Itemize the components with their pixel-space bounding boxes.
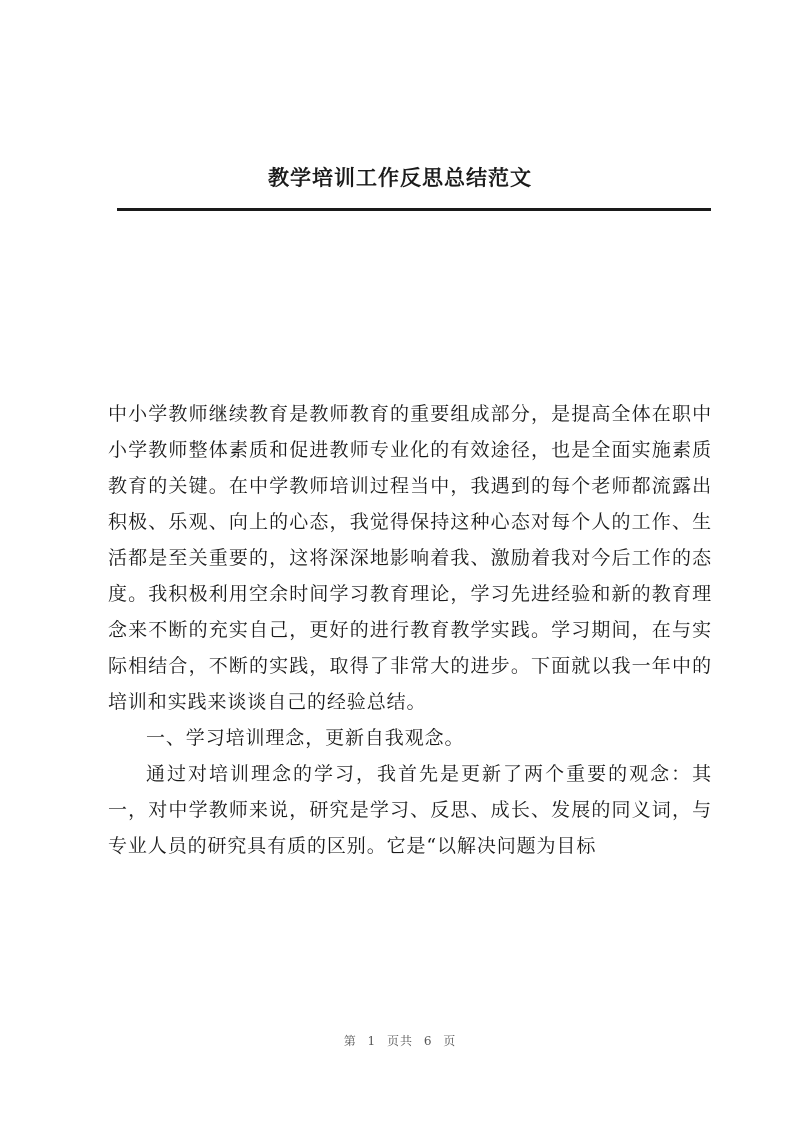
page-number-footer: 第 1 页共 6 页 (343, 1034, 457, 1048)
body-paragraph: 中小学教师继续教育是教师教育的重要组成部分，是提高全体在职中小学教师整体素质和促进教师专业化的有效途径，也是全面实施素质教育的关键。在中学教师培训过程当中，我遇到的每个老师都流露出积极、乐观、向上的心态，我觉得保持这种心态对每个人的工作、生活都是至关重要的，这将深深地影响着我、激励着我对今后工作的态度。我积极利用空余时间学习教育理论，学习先进经验和新的教育理念来不断的充实自己，更好的进行教育教学实践。学习期间，在与实际相结合，不断的实践，取得了非常大的进步。下面就以我一年中的培训和实践来谈谈自己的经验总结。 (108, 403, 712, 713)
body-paragraph: 通过对培训理念的学习，我首先是更新了两个重要的观念：其一，对中学教师来说，研究是学习、反思、成长、发展的同义词，与专业人员的研究具有质的区别。它是“以解决问题为目标 (108, 763, 712, 857)
document-body (108, 396, 712, 864)
section-heading: 一、学习培训理念，更新自我观念。 (146, 727, 465, 749)
document-title: 教学培训工作反思总结范文 (268, 165, 532, 190)
title-underline (117, 208, 711, 211)
